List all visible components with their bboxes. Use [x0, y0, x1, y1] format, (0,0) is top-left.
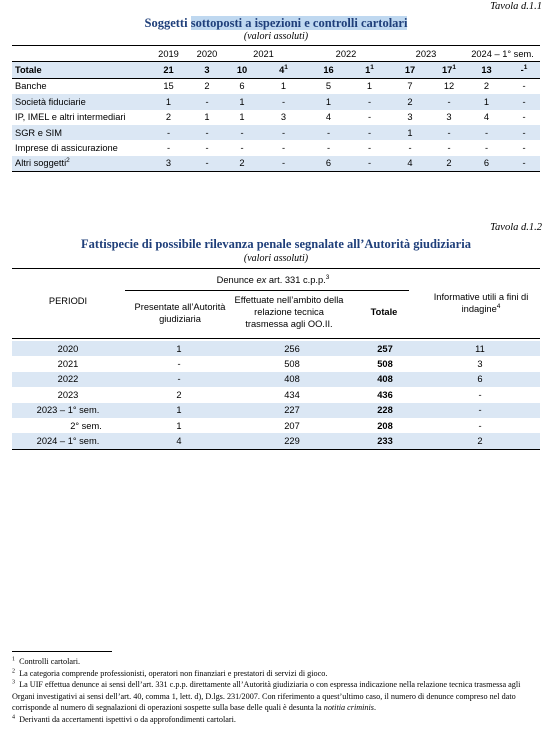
row-label: Banche — [15, 81, 47, 92]
table1-year-header-row — [12, 46, 540, 62]
cell: $17^1$ — [433, 62, 465, 78]
footnote-3: $^3$ La UIF effettua denunce ai sensi dell’art. 331 c.p.p. direttamente all’Autorità giudiziaria o con espressa indicazione nella relazione tecnica trasmessa agli Organi investigativi ai sensi dell’art. 40, comma 1, lett. d), D.lgs. 231/2007. Con riferimento a quest’ultimo caso, il numero di denunce compreso nel dato corrisponde al numero di segnalazioni di operazioni sospette sulla base delle quali è desunta la notitia criminis. — [12, 679, 521, 712]
cell: - — [465, 125, 508, 140]
cell-informative: 11 — [420, 341, 540, 356]
cell: 3 — [407, 112, 413, 123]
cell-presentate: 1 — [124, 403, 234, 418]
cell: 1 — [239, 112, 245, 123]
cell-period: 2020 — [12, 341, 124, 356]
cell: 2 — [165, 112, 172, 123]
table1-row — [12, 156, 540, 172]
cell: 13 — [465, 62, 508, 78]
col-presentate: Presentate all’Autorità giudiziaria — [134, 302, 226, 324]
footnotes — [12, 656, 537, 725]
cell: - — [352, 94, 387, 109]
cell: - — [192, 94, 222, 109]
cell: 3 — [145, 156, 192, 172]
row-label: SGR e SIM — [12, 125, 145, 140]
col-informative: Informative utili a fini di indagine$^4$ — [433, 292, 529, 314]
cell: 4 — [325, 112, 332, 123]
cell: 2 — [483, 81, 490, 92]
row-label: Altri soggetti$^2$ — [12, 156, 145, 172]
cell: 4 — [387, 156, 433, 172]
tavola-label-1: Tavola d.1.1 — [490, 1, 542, 12]
table1-row — [12, 125, 540, 140]
cell: - — [192, 125, 222, 140]
cell: 3 — [446, 112, 452, 123]
cell-presentate: 1 — [176, 420, 182, 431]
cell: - — [222, 125, 262, 140]
cell: - — [145, 125, 192, 140]
table1-row — [12, 62, 540, 78]
cell-informative: 6 — [420, 372, 540, 387]
cell-totale: 508 — [377, 359, 393, 370]
cell: - — [192, 156, 222, 172]
cell: - — [205, 143, 209, 154]
table2-top-rule — [12, 268, 540, 269]
table2-subtitle: (valori assoluti) — [243, 253, 309, 264]
cell-effettuate: 227 — [234, 403, 350, 418]
cell: 3 — [280, 112, 287, 123]
cell: 5 — [325, 81, 332, 92]
cell: 6 — [239, 81, 245, 92]
row-label: Società fiduciarie — [12, 94, 145, 109]
table1-title-pre: Soggetti — [144, 16, 191, 30]
cell: 2 — [204, 81, 210, 92]
cell-totale: 208 — [377, 420, 393, 431]
cell: - — [408, 143, 412, 154]
cell-period: 2024 – 1° sem. — [12, 433, 124, 449]
cell: -$^1$ — [508, 62, 540, 78]
cell: - — [262, 156, 305, 172]
cell: 7 — [407, 81, 413, 92]
cell-informative: 2 — [420, 433, 540, 449]
year-2024-h1: 2024 – 1° sem. — [471, 48, 534, 59]
table2-row — [12, 433, 540, 449]
table2-title: Fattispecie di possibile rilevanza penale segnalate all’Autorità giudiziaria — [81, 237, 471, 251]
col-effettuate: Effettuate nell’ambito della relazione tecnica trasmessa agli OO.II. — [234, 295, 344, 329]
cell-effettuate: 207 — [284, 420, 300, 431]
year-2019: 2019 — [158, 48, 179, 59]
cell-effettuate: 229 — [234, 433, 350, 449]
cell: 15 — [163, 81, 174, 92]
row-label: Imprese di assicurazione — [15, 143, 118, 154]
year-2022: 2022 — [335, 48, 357, 59]
cell-informative: - — [478, 420, 482, 431]
cell: 1 — [305, 94, 352, 109]
cell-presentate: 2 — [176, 389, 182, 400]
cell: 17 — [387, 62, 433, 78]
table1-row — [12, 140, 540, 155]
cell: 2 — [433, 156, 465, 172]
group-header-rule — [125, 290, 409, 291]
cell: 10 — [222, 62, 262, 78]
cell-period: 2022 — [12, 372, 124, 387]
cell: 16 — [305, 62, 352, 78]
table1-title — [0, 16, 552, 31]
cell: - — [367, 112, 372, 123]
cell: 1 — [145, 94, 192, 109]
table2-row — [12, 403, 540, 418]
table2-row — [12, 372, 540, 387]
cell-period: 2021 — [57, 359, 79, 370]
cell: 1 — [204, 112, 210, 123]
cell-presentate: - — [124, 372, 234, 387]
cell-presentate: 1 — [124, 341, 234, 356]
cell-period: 2023 – 1° sem. — [12, 403, 124, 418]
group-header-denunce: Denunce ex art. 331 c.p.p.$^3$ — [216, 273, 330, 285]
cell: - — [447, 143, 451, 154]
cell: 3 — [192, 62, 222, 78]
table2-row — [12, 387, 540, 402]
cell-totale: 228 — [350, 403, 420, 418]
cell-effettuate: 408 — [234, 372, 350, 387]
table2-row — [12, 356, 540, 371]
cell: - — [326, 143, 331, 154]
cell: - — [508, 125, 540, 140]
cell: - — [433, 125, 465, 140]
cell-effettuate: 434 — [284, 389, 300, 400]
cell: - — [522, 81, 526, 92]
cell: - — [508, 94, 540, 109]
cell: 21 — [145, 62, 192, 78]
cell: - — [305, 125, 352, 140]
cell: 12 — [443, 81, 455, 92]
tavola-label-2: Tavola d.1.2 — [490, 222, 542, 233]
cell: 2 — [222, 156, 262, 172]
cell-totale: 233 — [350, 433, 420, 449]
cell: - — [262, 125, 305, 140]
year-2020: 2020 — [196, 48, 218, 59]
row-label: Totale — [12, 62, 145, 78]
cell: 1 — [387, 125, 433, 140]
footnote-1: $^1$ Controlli cartolari. — [12, 656, 81, 666]
year-2021: 2021 — [253, 48, 274, 59]
cell: 2 — [387, 94, 433, 109]
cell: - — [367, 143, 372, 154]
cell: - — [166, 143, 171, 154]
cell-informative: 3 — [477, 359, 483, 370]
table1 — [12, 46, 540, 172]
cell: - — [508, 156, 540, 172]
cell: - — [352, 125, 387, 140]
footnote-separator — [12, 651, 112, 652]
col-periodi: PERIODI — [48, 296, 88, 306]
col-totale: Totale — [370, 307, 398, 317]
cell-presentate: 4 — [124, 433, 234, 449]
table2-header-rule — [12, 338, 540, 339]
year-2023: 2023 — [415, 48, 437, 59]
row-label: IP, IMEL e altri intermediari — [15, 112, 126, 123]
cell-informative: - — [420, 403, 540, 418]
cell: - — [522, 112, 526, 123]
cell: - — [522, 143, 526, 154]
cell-effettuate: 256 — [234, 341, 350, 356]
cell-effettuate: 508 — [284, 359, 300, 370]
cell: $1^1$ — [352, 62, 387, 78]
table1-row — [12, 110, 540, 125]
cell: 1 — [366, 81, 373, 92]
cell: - — [433, 94, 465, 109]
cell-period: 2023 — [57, 389, 79, 400]
table1-row — [12, 94, 540, 109]
cell-totale: 257 — [350, 341, 420, 356]
footnote-4: $^4$ Derivanti da accertamenti ispettivi o da approfondimenti cartolari. — [12, 713, 236, 724]
table1-row — [12, 78, 540, 94]
cell: 1 — [465, 94, 508, 109]
cell-totale: 408 — [350, 372, 420, 387]
cell: - — [240, 143, 244, 154]
table2-row — [12, 341, 540, 356]
cell: 6 — [305, 156, 352, 172]
table2 — [12, 341, 540, 450]
cell-totale: 436 — [377, 389, 393, 400]
cell: - — [281, 143, 286, 154]
table1-subtitle: (valori assoluti) — [243, 31, 309, 42]
footnote-2: $^2$ La categoria comprende professionisti, operatori non finanziari e prestatori di servizi di gioco. — [12, 667, 328, 678]
cell: 6 — [465, 156, 508, 172]
cell-period: 2° sem. — [70, 420, 102, 431]
table1-title-highlight: sottoposti a ispezioni e controlli cartolari — [190, 16, 408, 30]
table2-header — [12, 272, 540, 338]
cell: $4^1$ — [262, 62, 305, 78]
cell: 1 — [222, 94, 262, 109]
cell: 1 — [280, 81, 287, 92]
table2-row — [12, 418, 540, 433]
cell-informative: - — [478, 389, 482, 400]
cell: 4 — [483, 112, 490, 123]
cell: - — [484, 143, 489, 154]
cell-presentate: - — [177, 359, 181, 370]
cell: - — [352, 156, 387, 172]
cell: - — [262, 94, 305, 109]
